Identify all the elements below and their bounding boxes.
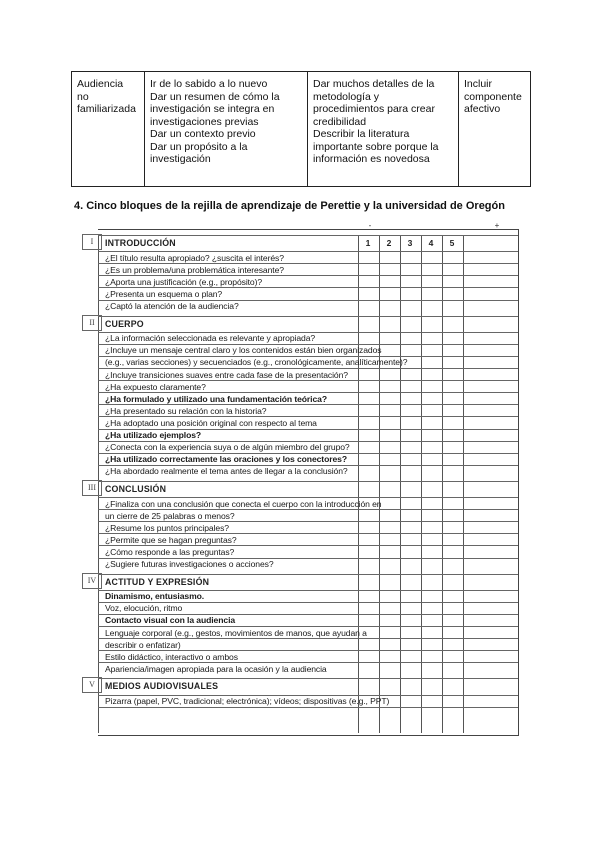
cell-line: Dar un resumen de cómo la — [150, 90, 280, 103]
affective-cell — [459, 72, 531, 187]
cell-line: procedimientos para crear — [313, 103, 435, 115]
score-label: 3 — [407, 238, 413, 248]
section-title: MEDIOS AUDIOVISUALES — [105, 681, 219, 692]
grid-column-line — [379, 235, 380, 733]
score-label: 4 — [428, 238, 434, 248]
grid-column-line — [400, 235, 401, 733]
audience-line: familiarizada — [77, 103, 136, 115]
section-number: V — [82, 677, 102, 693]
section-number: IV — [82, 573, 102, 589]
section-line — [98, 574, 518, 575]
rubric-item: ¿La información seleccionada es relevante y apropiada? — [105, 333, 316, 344]
cell-line: Dar un propósito a la — [150, 140, 248, 153]
row-line — [98, 707, 518, 708]
cell-line: metodología y — [313, 90, 379, 103]
table-row — [72, 72, 531, 187]
rubric-item: ¿Presenta un esquema o plan? — [105, 288, 223, 299]
rubric-item: ¿Ha formulado y utilizado una fundamentación teórica? — [105, 393, 327, 404]
rubric-item: Voz, elocución, ritmo — [105, 603, 183, 614]
audience-table — [71, 71, 531, 187]
cell-line: componente — [464, 90, 522, 103]
rubric-item: Contacto visual con la audiencia — [105, 615, 236, 626]
cell-line: credibilidad — [313, 115, 367, 128]
cell-line: investigación se integra en — [150, 103, 275, 115]
rubric-item: Pizarra (papel, PVC, tradicional; electrónica); vídeos; dispositivas (e.g., PPT) — [105, 696, 390, 706]
rubric-item: (e.g., varias secciones) y secuenciados (e.g., cronológicamente, analíticamente)? — [105, 357, 408, 368]
rubric-item: ¿Es un problema/una problemática interesante? — [105, 264, 284, 275]
rubric-item: ¿Ha utilizado correctamente las oraciones y los conectores? — [105, 454, 347, 465]
rubric-item: ¿Sugiere futuras investigaciones o acciones? — [105, 559, 274, 569]
rubric-item: ¿Ha adoptado una posición original con respecto al tema — [105, 417, 317, 428]
rubric-item: ¿El título resulta apropiado? ¿suscita el interés? — [105, 252, 284, 263]
cell-line: investigación — [150, 153, 211, 165]
cell-line: afectivo — [464, 103, 501, 115]
rubric-item: ¿Ha expuesto claramente? — [105, 381, 206, 392]
score-label: 1 — [365, 238, 371, 248]
cell-line: Incluir — [464, 78, 493, 90]
section-line — [98, 481, 518, 482]
cell-line: Dar muchos detalles de la — [313, 78, 435, 90]
audience-line: Audiencia — [77, 78, 124, 90]
audience-line: no — [77, 90, 89, 103]
rubric-item: ¿Incluye un mensaje central claro y los contenidos están bien organizados — [105, 345, 382, 356]
rubric-item: Apariencia/imagen apropiada para la ocasión y la audiencia — [105, 663, 327, 674]
details-cell — [308, 72, 459, 187]
cell-line: importante sobre porque la — [313, 140, 439, 153]
section-title: CONCLUSIÓN — [105, 483, 167, 494]
section-title: INTRODUCCIÓN — [105, 238, 176, 248]
rubric-item: ¿Incluye transiciones suaves entre cada fase de la presentación? — [105, 369, 348, 380]
section-line — [98, 678, 518, 679]
rubric-item: ¿Captó la atención de la audiencia? — [105, 301, 239, 311]
grid-column-line — [358, 235, 359, 733]
grid-column-line — [421, 235, 422, 733]
grid-column-line — [463, 235, 464, 733]
rubric-item: ¿Permite que se hagan preguntas? — [105, 534, 237, 545]
cell-line: Describir la literatura — [313, 128, 410, 140]
rubric-grid — [78, 221, 518, 736]
section-number: II — [82, 315, 102, 331]
section-number: I — [82, 234, 102, 250]
rubric-item: Dinamismo, entusiasmo. — [105, 591, 205, 602]
cell-line: Ir de lo sabido a lo nuevo — [150, 78, 268, 90]
rubric-item: un cierre de 25 palabras o menos? — [105, 510, 235, 521]
minus-sign: - — [368, 221, 372, 230]
rubric-item: ¿Conecta con la experiencia suya o de algún miembro del grupo? — [105, 442, 350, 453]
rubric-item: ¿Aporta una justificación (e.g., propósito)? — [105, 276, 263, 287]
strategies-cell — [145, 72, 308, 187]
score-label: 5 — [449, 238, 455, 248]
rubric-item: ¿Finaliza con una conclusión que conecta el cuerpo con la introducción en — [105, 498, 382, 509]
cell-line: investigaciones previas — [150, 115, 259, 128]
rubric-item: ¿Cómo responde a las preguntas? — [105, 546, 235, 557]
cell-line: Dar un contexto previo — [150, 128, 256, 140]
rubric-item: ¿Ha abordado realmente el tema antes de llegar a la conclusión? — [105, 466, 348, 477]
rubric-item: ¿Ha utilizado ejemplos? — [105, 430, 202, 440]
score-label: 2 — [386, 238, 392, 248]
section-line — [98, 235, 518, 236]
cell-line: información es novedosa — [313, 153, 430, 165]
section-title: ACTITUD Y EXPRESIÓN — [105, 576, 210, 587]
section-title: CUERPO — [105, 318, 144, 329]
rubric-item: Lenguaje corporal (e.g., gestos, movimientos de manos, que ayudan a — [105, 627, 367, 638]
section-number: III — [82, 480, 102, 496]
rubric-item: Estilo didáctico, interactivo o ambos — [105, 651, 238, 662]
section-heading: 4. Cinco bloques de la rejilla de aprendizaje de Perettie y la universidad de Oregón — [74, 200, 505, 212]
rubric-item: ¿Resume los puntos principales? — [105, 522, 229, 533]
rubric-item: ¿Ha presentado su relación con la historia? — [105, 405, 267, 416]
plus-sign: + — [494, 221, 500, 230]
rubric-item: describir o enfatizar) — [105, 639, 181, 650]
grid-column-line — [442, 235, 443, 733]
audience-cell — [72, 72, 145, 187]
section-line — [98, 316, 518, 317]
